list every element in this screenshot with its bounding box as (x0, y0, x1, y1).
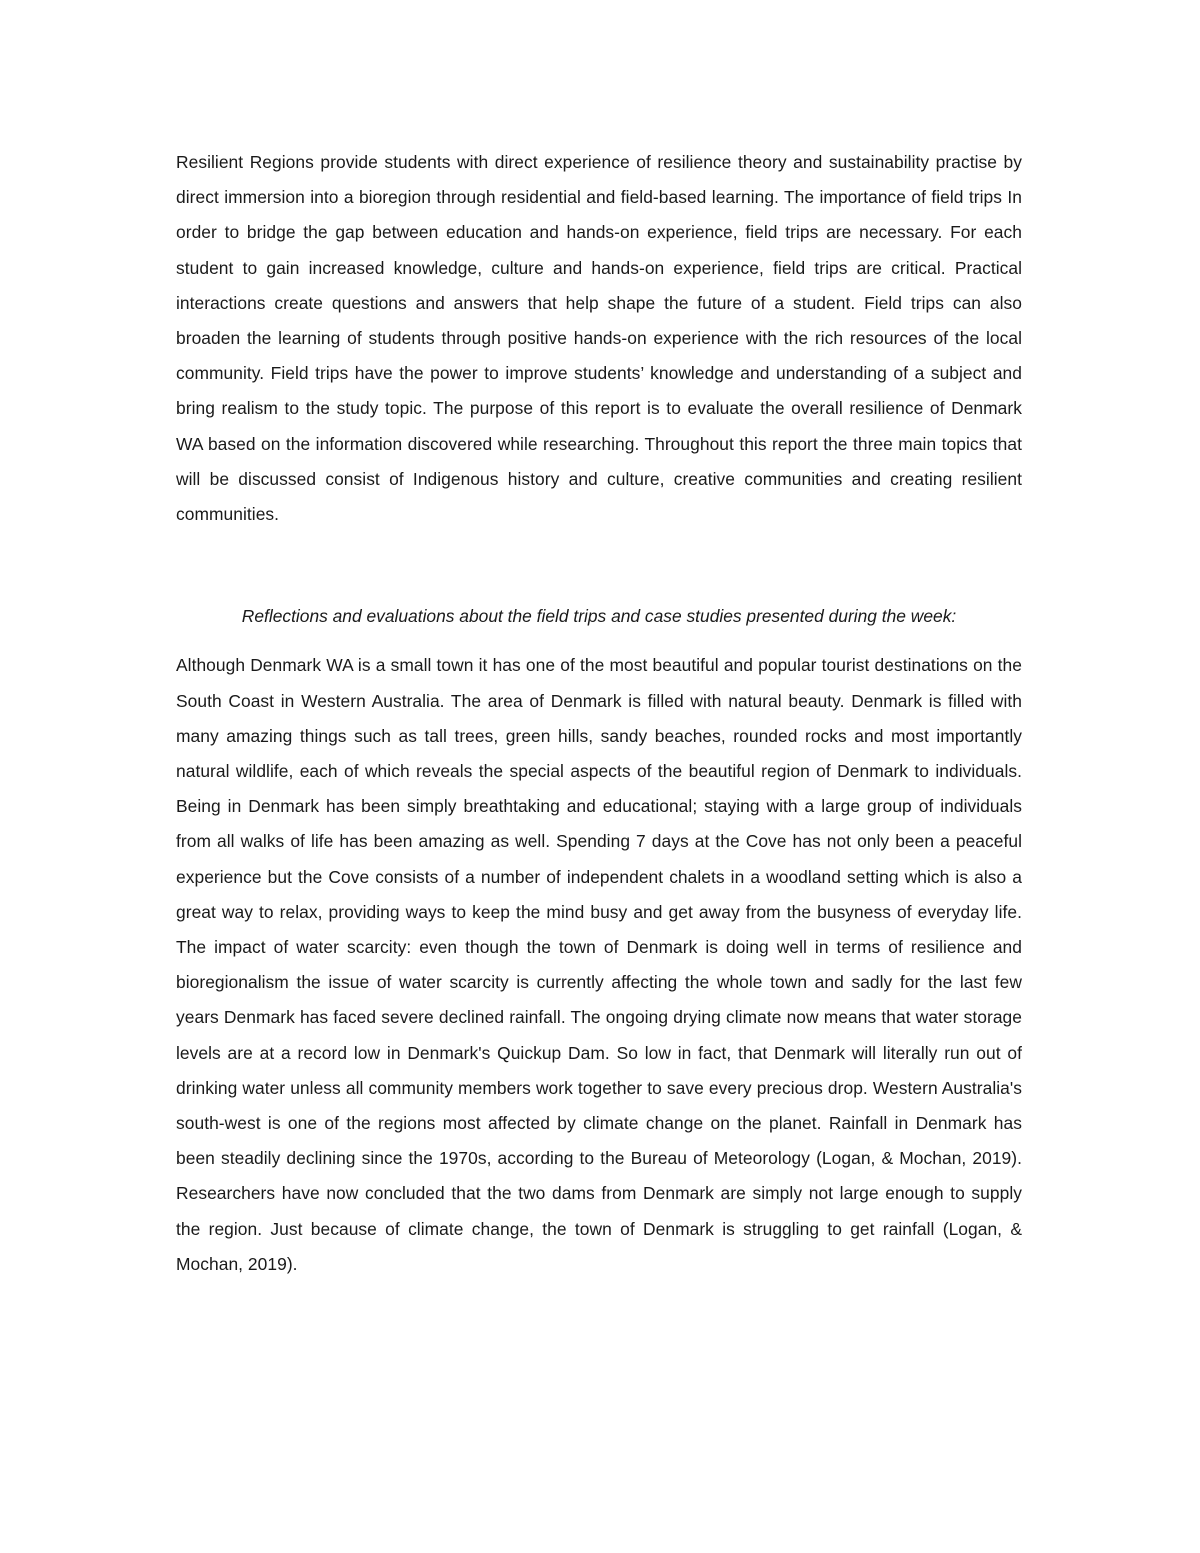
document-page (176, 145, 1022, 1282)
body-paragraph: Although Denmark WA is a small town it has one of the most beautiful and popular tourist destinations on the South Coast in Western Australia. The area of Denmark is filled with natural beauty. Denmark is filled with many amazing things such as tall trees, green hills, sandy beaches, rounded rocks and most importantly natural wildlife, each of which reveals the special aspects of the beautiful region of Denmark to individuals. Being in Denmark has been simply breathtaking and educational; staying with a large group of individuals from all walks of life has been amazing as well. Spending 7 days at the Cove has not only been a peaceful experience but the Cove consists of a number of independent chalets in a woodland setting which is also a great way to relax, providing ways to keep the mind busy and get away from the busyness of everyday life. The impact of water scarcity: even though the town of Denmark is doing well in terms of resilience and bioregionalism the issue of water scarcity is currently affecting the whole town and sadly for the last few years Denmark has faced severe declined rainfall. The ongoing drying climate now means that water storage levels are at a record low in Denmark's Quickup Dam. So low in fact, that Denmark will literally run out of drinking water unless all community members work together to save every precious drop. Western Australia's south-west is one of the regions most affected by climate change on the planet. Rainfall in Denmark has been steadily declining since the 1970s, according to the Bureau of Meteorology (Logan, & Mochan, 2019). Researchers have now concluded that the two dams from Denmark are simply not large enough to supply the region. Just because of climate change, the town of Denmark is struggling to get rainfall (Logan, & Mochan, 2019). (176, 655, 1022, 1274)
section-heading: Reflections and evaluations about the field trips and case studies presented during the week: (241, 606, 957, 627)
intro-paragraph: Resilient Regions provide students with direct experience of resilience theory and sustainability practise by direct immersion into a bioregion through residential and field-based learning. The importance of field trips In order to bridge the gap between education and hands-on experience, field trips are necessary. For each student to gain increased knowledge, culture and hands-on experience, field trips are critical. Practical interactions create questions and answers that help shape the future of a student. Field trips can also broaden the learning of students through positive hands-on experience with the rich resources of the local community. Field trips have the power to improve students’ knowledge and understanding of a subject and bring realism to the study topic. The purpose of this report is to evaluate the overall resilience of Denmark WA based on the information discovered while researching. Throughout this report the three main topics that will be discussed consist of Indigenous history and culture, creative communities and creating resilient communities. (176, 152, 1022, 525)
